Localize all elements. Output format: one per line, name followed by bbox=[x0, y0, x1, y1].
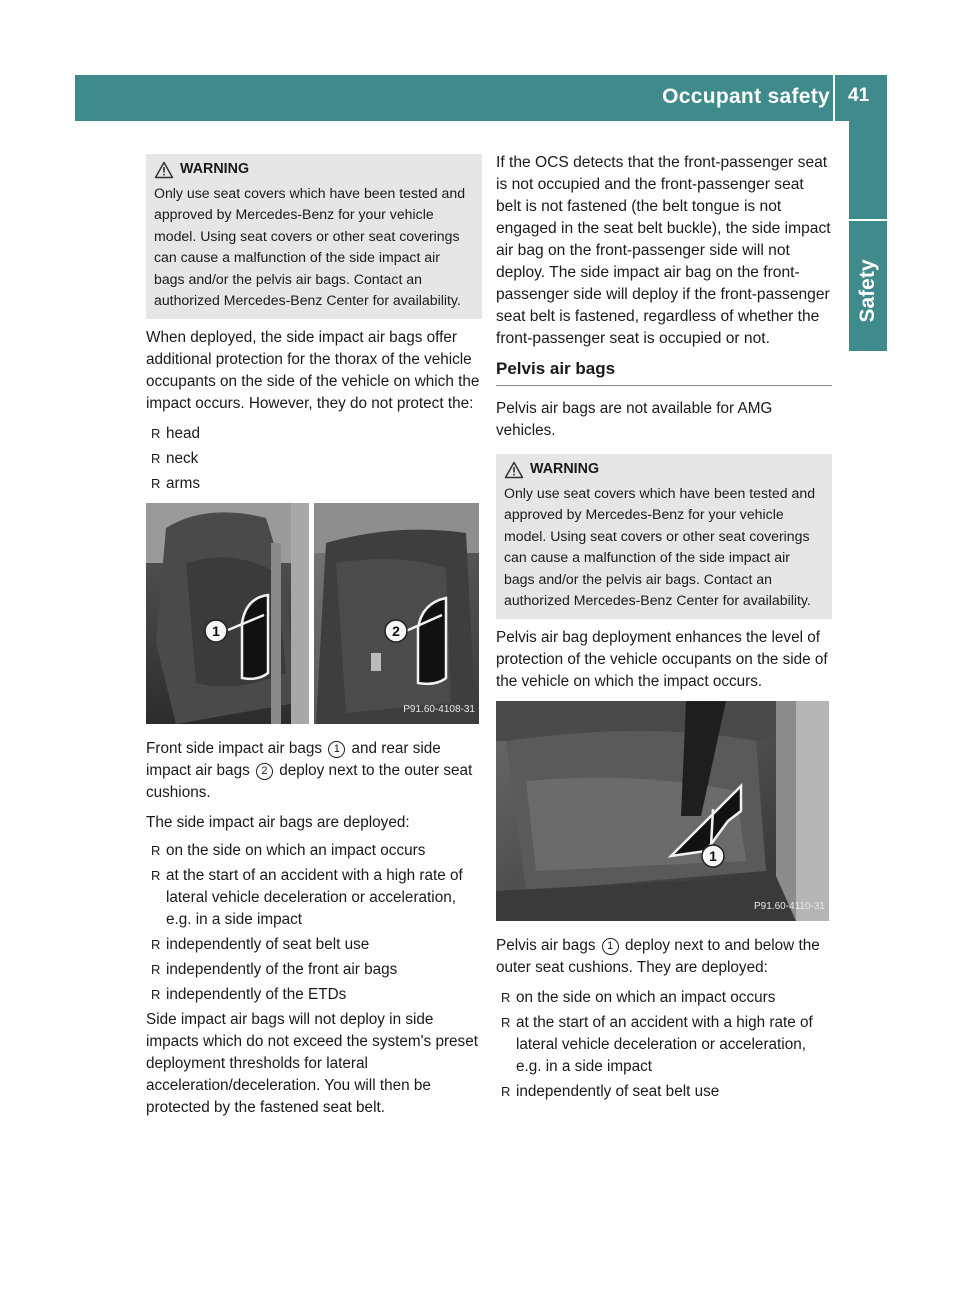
bullet-icon: R bbox=[151, 475, 161, 491]
side-airbag-photo bbox=[146, 503, 479, 724]
paragraph: The side impact air bags are deployed: bbox=[146, 813, 410, 831]
list-item: R head bbox=[146, 423, 482, 445]
bullet-icon: R bbox=[151, 867, 161, 883]
bullet-icon: R bbox=[501, 1014, 511, 1030]
header-divider bbox=[833, 75, 835, 121]
section-header-title: Occupant safety bbox=[662, 85, 830, 108]
bullet-list bbox=[146, 423, 482, 495]
callout-1: 1 bbox=[212, 622, 220, 639]
bullet-icon: R bbox=[151, 425, 161, 441]
figure-caption: P91.60-4108-31 bbox=[403, 703, 475, 715]
bullet-icon: R bbox=[151, 961, 161, 977]
bullet-icon: R bbox=[501, 1083, 511, 1099]
section-heading: Pelvis air bags bbox=[496, 358, 832, 386]
list-item: R at the start of an accident with a high rate of lateral vehicle deceleration or acceleration, e.g. in a side impact bbox=[501, 1013, 813, 1075]
list-item: R independently of seat belt use bbox=[496, 1081, 832, 1103]
side-tab-label: Safety bbox=[856, 259, 879, 323]
warning-text: Only use seat covers which have been tested and approved by Mercedes-Benz for your vehicle model. Using seat covers or other seat coverings can cause a malfunction of the side impact air bags and/or the pelvis air bags. Contact an authorized Mercedes-Benz Center for availability. bbox=[504, 484, 816, 608]
side-tab-divider bbox=[849, 219, 887, 221]
side-tab bbox=[849, 121, 887, 351]
callout-1: 1 bbox=[709, 847, 717, 864]
warning-triangle-icon bbox=[154, 161, 174, 179]
callout-marker-1: 1 bbox=[602, 938, 619, 955]
bullet-list bbox=[496, 987, 832, 1103]
bullet-icon: R bbox=[151, 986, 161, 1002]
warning-text: Only use seat covers which have been tested and approved by Mercedes-Benz for your vehicle model. Using seat covers or other seat coverings can cause a malfunction of the side impact air bags and/or the pelvis air bags. Contact an authorized Mercedes-Benz Center for availability. bbox=[154, 184, 466, 308]
paragraph: Pelvis air bags 1 deploy next to and below the outer seat cushions. They are deployed: bbox=[496, 936, 820, 976]
list-item: R at the start of an accident with a high rate of lateral vehicle deceleration or acceleration, e.g. in a side impact bbox=[151, 866, 463, 928]
figure-caption: P91.60-4110-31 bbox=[754, 900, 825, 912]
list-item: R on the side on which an impact occurs bbox=[146, 840, 482, 862]
warning-box bbox=[496, 454, 832, 619]
bullet-icon: R bbox=[151, 842, 161, 858]
callout-marker-2: 2 bbox=[256, 763, 273, 780]
list-item: R on the side on which an impact occurs bbox=[496, 987, 832, 1009]
callout-2: 2 bbox=[392, 622, 400, 639]
bullet-icon: R bbox=[151, 450, 161, 466]
list-item: R arms bbox=[146, 473, 482, 495]
warning-triangle-icon bbox=[504, 461, 524, 479]
bullet-list bbox=[146, 840, 482, 1006]
list-item: R independently of the front air bags bbox=[146, 959, 482, 981]
paragraph: When deployed, the side impact air bags offer additional protection for the thorax of the vehicle occupants on the side of the vehicle on which the impact occurs. However, they do not protect the: bbox=[146, 328, 480, 412]
paragraph: If the OCS detects that the front-passenger seat is not occupied and the front-passenger seat belt is not fastened (the belt tongue is not engaged in the seat belt buckle), the side impact air bag on the front-passenger side will not deploy. The side impact air bag on the front-passenger side will deploy if the front-passenger seat belt is fastened, regardless of whether the front-passenger seat is occupied or not. bbox=[496, 154, 831, 347]
paragraph: Side impact air bags will not deploy in side impacts which do not exceed the system's preset deployment thresholds for lateral acceleration/deceleration. You will then be protected by the fastened seat belt. bbox=[146, 1010, 478, 1116]
paragraph: Pelvis air bags are not available for AMG vehicles. bbox=[496, 400, 773, 439]
paragraph: Front side impact air bags 1 and rear side impact air bags 2 deploy next to the outer seat cushions. bbox=[146, 739, 473, 801]
page-number: 41 bbox=[848, 85, 870, 106]
side-airbag-illustration bbox=[146, 503, 479, 724]
pelvis-airbag-photo bbox=[496, 701, 829, 921]
callout-marker-1: 1 bbox=[328, 741, 345, 758]
list-item: R neck bbox=[146, 448, 482, 470]
bullet-icon: R bbox=[501, 989, 511, 1005]
bullet-icon: R bbox=[151, 936, 161, 952]
list-item: R independently of seat belt use bbox=[146, 934, 482, 956]
paragraph: Pelvis air bag deployment enhances the level of protection of the vehicle occupants on the side of the vehicle on which the impact occurs. bbox=[496, 628, 828, 690]
pelvis-airbag-illustration bbox=[496, 701, 829, 921]
right-column bbox=[496, 152, 832, 1111]
warning-title: WARNING bbox=[530, 461, 600, 477]
left-column bbox=[146, 154, 482, 1127]
list-item: R independently of the ETDs bbox=[146, 984, 482, 1006]
warning-box bbox=[146, 154, 482, 319]
warning-title: WARNING bbox=[180, 161, 250, 177]
